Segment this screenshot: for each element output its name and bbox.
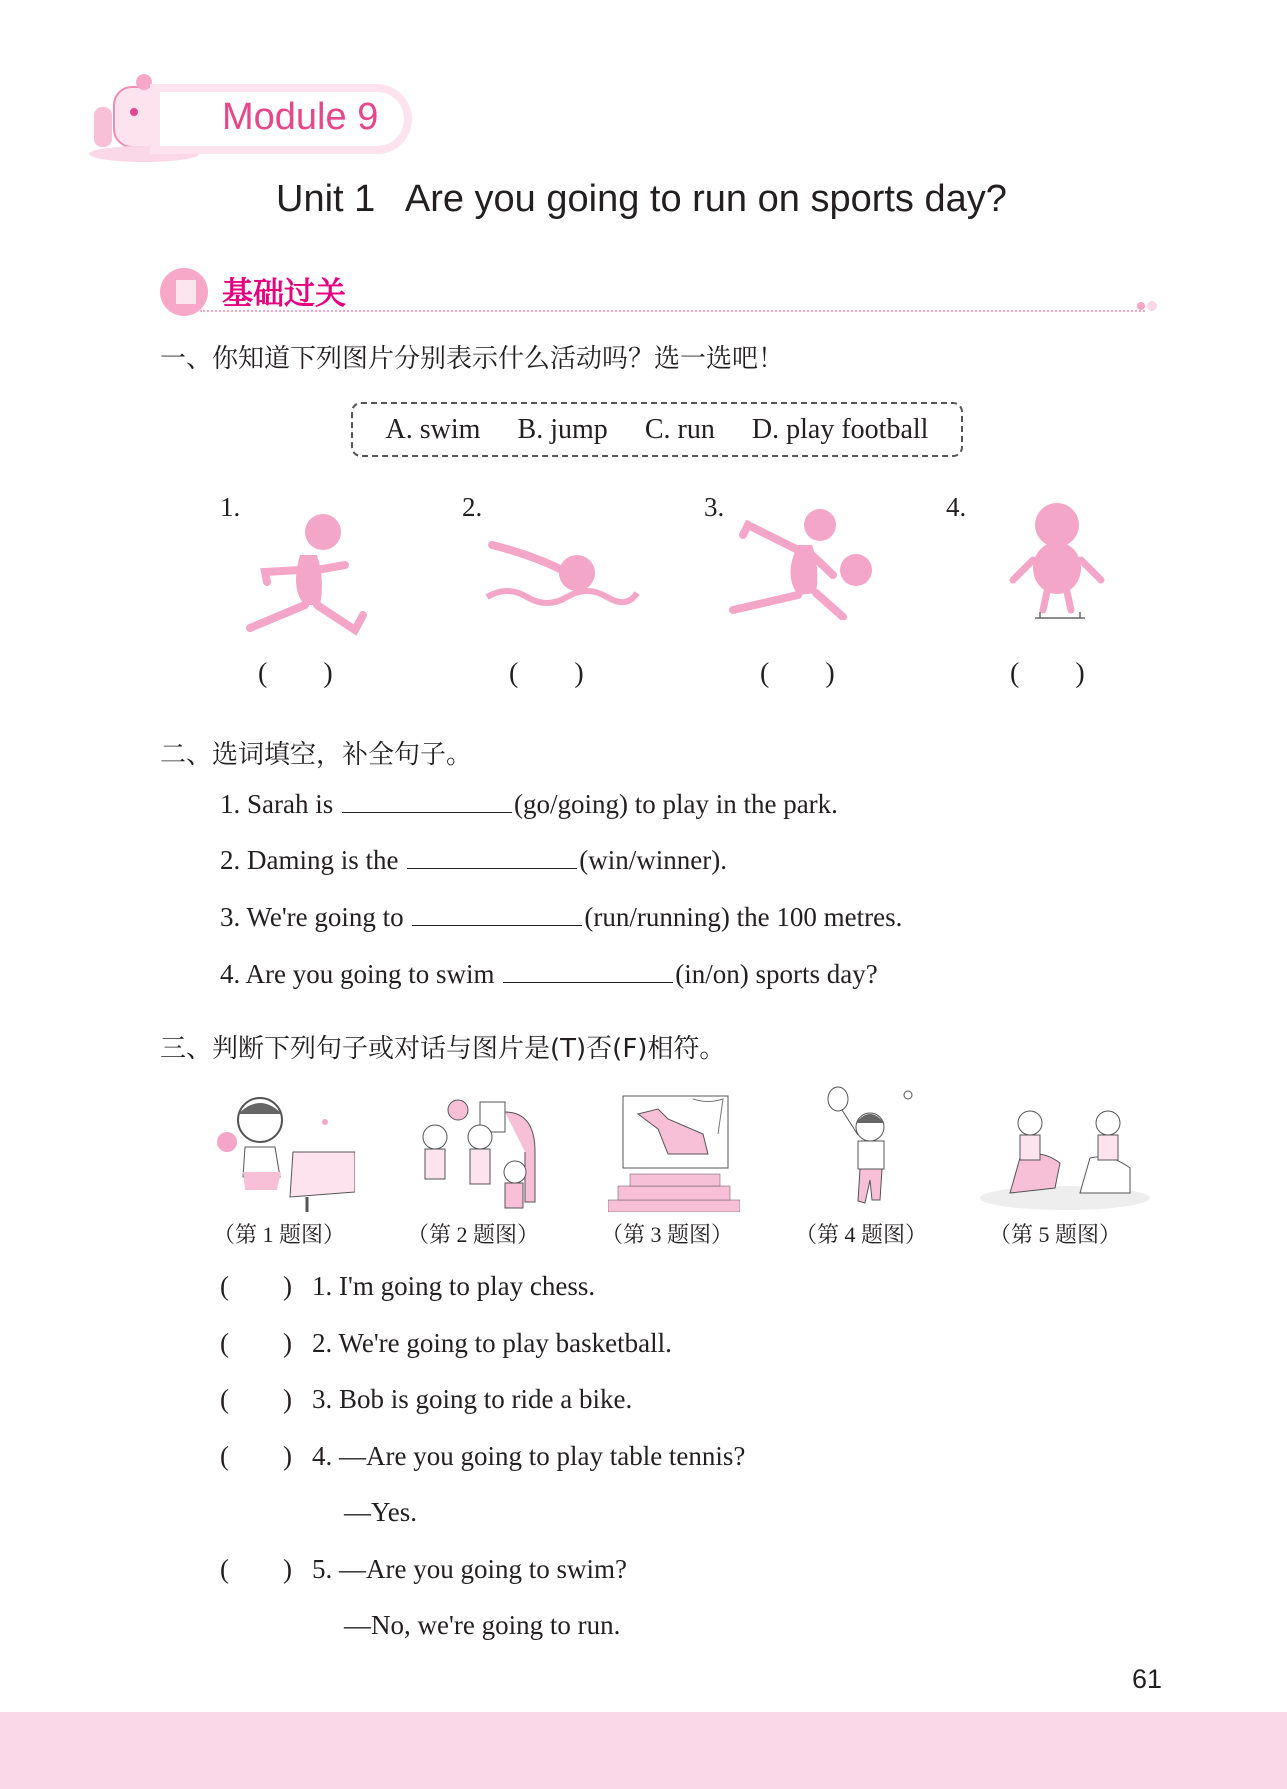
tf-paren-5[interactable]: ( )	[220, 1554, 292, 1584]
caption-1: （第 1 题图）	[213, 1222, 346, 1247]
blank-4[interactable]	[503, 960, 673, 983]
swimming-figure-icon	[482, 535, 642, 610]
caption-5: （第 5 题图）	[989, 1222, 1122, 1247]
sentence-hint: (win/winner).	[579, 845, 727, 875]
answer-paren-3[interactable]: ( )	[760, 658, 835, 689]
tf-item-1: 1. I'm going to play chess.	[312, 1271, 596, 1301]
picture-number-1: 1.	[220, 492, 241, 522]
sentence-hint: (in/on) sports day?	[675, 959, 878, 989]
badminton-picture	[820, 1085, 920, 1213]
tf-item-4: 4. —Are you going to play table tennis?	[312, 1441, 746, 1471]
option-a: A. swim	[385, 413, 481, 445]
sentence-text: 3. We're going to	[220, 902, 411, 932]
caption-3: （第 3 题图）	[601, 1222, 734, 1247]
q1-heading: 一、你知道下列图片分别表示什么活动吗？选一选吧！	[160, 344, 785, 374]
answer-paren-2[interactable]: ( )	[509, 658, 584, 689]
tf-paren-1[interactable]: ( )	[220, 1271, 292, 1301]
blank-3[interactable]	[412, 903, 582, 926]
tf-item-4-reply: —Yes.	[344, 1497, 418, 1527]
blank-1[interactable]	[342, 790, 512, 813]
tf-item-3: 3. Bob is going to ride a bike.	[312, 1384, 633, 1414]
q2-heading: 二、选词填空，补全句子。	[160, 740, 473, 770]
tf-paren-3[interactable]: ( )	[220, 1384, 292, 1414]
tf-item-5: 5. —Are you going to swim?	[312, 1554, 627, 1584]
football-figure-icon	[728, 505, 878, 620]
tf-item-2: 2. We're going to play basketball.	[312, 1328, 672, 1358]
sentence-hint: (go/going) to play in the park.	[513, 789, 838, 819]
basketball-picture	[410, 1092, 550, 1212]
dinosaur-movie-picture	[608, 1094, 740, 1212]
caption-4: （第 4 题图）	[795, 1222, 928, 1247]
option-c: C. run	[644, 413, 715, 445]
horse-riding-picture	[980, 1098, 1150, 1210]
table-tennis-picture	[215, 1092, 355, 1212]
picture-number-2: 2.	[462, 492, 483, 522]
page-number: 61	[1132, 1664, 1163, 1694]
picture-number-3: 3.	[704, 492, 725, 522]
sentence-text: 4. Are you going to swim	[220, 959, 502, 989]
tf-paren-2[interactable]: ( )	[220, 1328, 292, 1358]
section-title: 基础过关	[222, 276, 346, 312]
fill-sentence-1	[220, 789, 838, 820]
tf-paren-4[interactable]: ( )	[220, 1441, 292, 1471]
sentence-text: 1. Sarah is	[220, 789, 340, 819]
blank-2[interactable]	[407, 846, 577, 869]
sentence-hint: (run/running) the 100 metres.	[584, 902, 903, 932]
section-divider	[200, 310, 1145, 312]
module-title: Module 9	[222, 96, 379, 138]
picture-number-4: 4.	[946, 492, 967, 522]
options-box	[351, 402, 963, 457]
option-b: B. jump	[517, 413, 608, 445]
running-figure-icon	[245, 510, 370, 640]
tf-item-5-reply: —No, we're going to run.	[344, 1610, 621, 1640]
jumping-figure-icon	[1005, 500, 1115, 625]
fill-sentence-3	[220, 902, 902, 933]
fill-sentence-4	[220, 959, 878, 990]
answer-paren-4[interactable]: ( )	[1010, 658, 1085, 689]
fill-sentence-2	[220, 845, 727, 876]
dots-icon	[1136, 298, 1160, 314]
answer-paren-1[interactable]: ( )	[258, 658, 333, 689]
caption-2: （第 2 题图）	[407, 1222, 540, 1247]
unit-title: Unit 1 Are you going to run on sports day?	[276, 178, 1007, 220]
q3-heading: 三、判断下列句子或对话与图片是(T)否(F)相符。	[160, 1034, 726, 1064]
bottom-band	[0, 1712, 1287, 1789]
sentence-text: 2. Daming is the	[220, 845, 406, 875]
option-d: D. play football	[751, 413, 929, 445]
